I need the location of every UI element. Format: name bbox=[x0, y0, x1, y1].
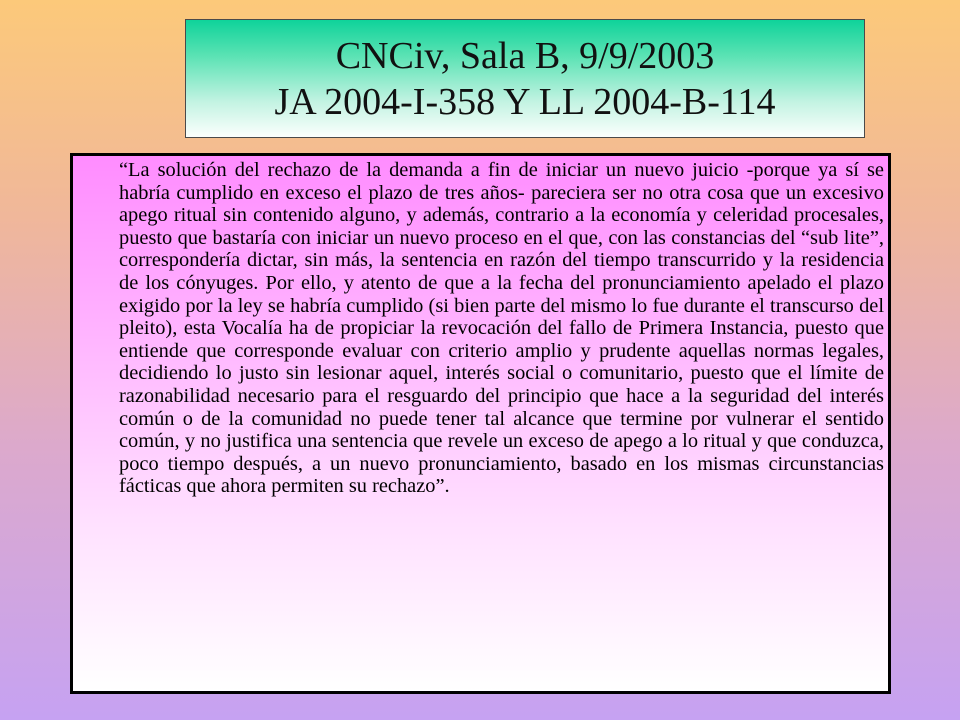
title-line-2: JA 2004-I-358 Y LL 2004-B-114 bbox=[274, 80, 776, 123]
title-line-1: CNCiv, Sala B, 9/9/2003 bbox=[335, 34, 715, 77]
quote-text: “La solución del rechazo de la demanda a fin de iniciar un nuevo juicio -porque ya sí se habría cumplido en exceso el plazo de tres años- pareciera ser no otra cosa que un excesivo apego ritual sin contenido alguno, y además, contrario a la economía y celeridad procesales, puesto que bastaría con iniciar un nuevo proceso en el que, con las constancias del “sub lite”, correspondería dictar, sin más, la sentencia en razón del tiempo transcurrido y la residencia de los cónyuges. Por ello, y atento de que a la fecha del pronunciamiento apelado el plazo exigido por la ley se habría cumplido (si bien parte del mismo lo fue durante el transcurso del pleito), esta Vocalía ha de propiciar la revocación del fallo de Primera Instancia, puesto que entiende que corresponde evaluar con criterio amplio y prudente aquellas normas legales, decidiendo lo justo sin lesionar aquel, interés social o comunitario, puesto que el límite de razonabilidad necesario para el resguardo del principio que hace a la seguridad del interés común o de la comunidad no puede tener tal alcance que termine por vulnerar el sentido común, y no justifica una sentencia que revele un exceso de apego a lo ritual y que conduzca, poco tiempo después, a un nuevo pronunciamiento, basado en los mismas circunstancias fácticas que ahora permiten su rechazo”. bbox=[119, 159, 884, 498]
title-box bbox=[185, 19, 865, 138]
quote-box bbox=[70, 153, 891, 694]
